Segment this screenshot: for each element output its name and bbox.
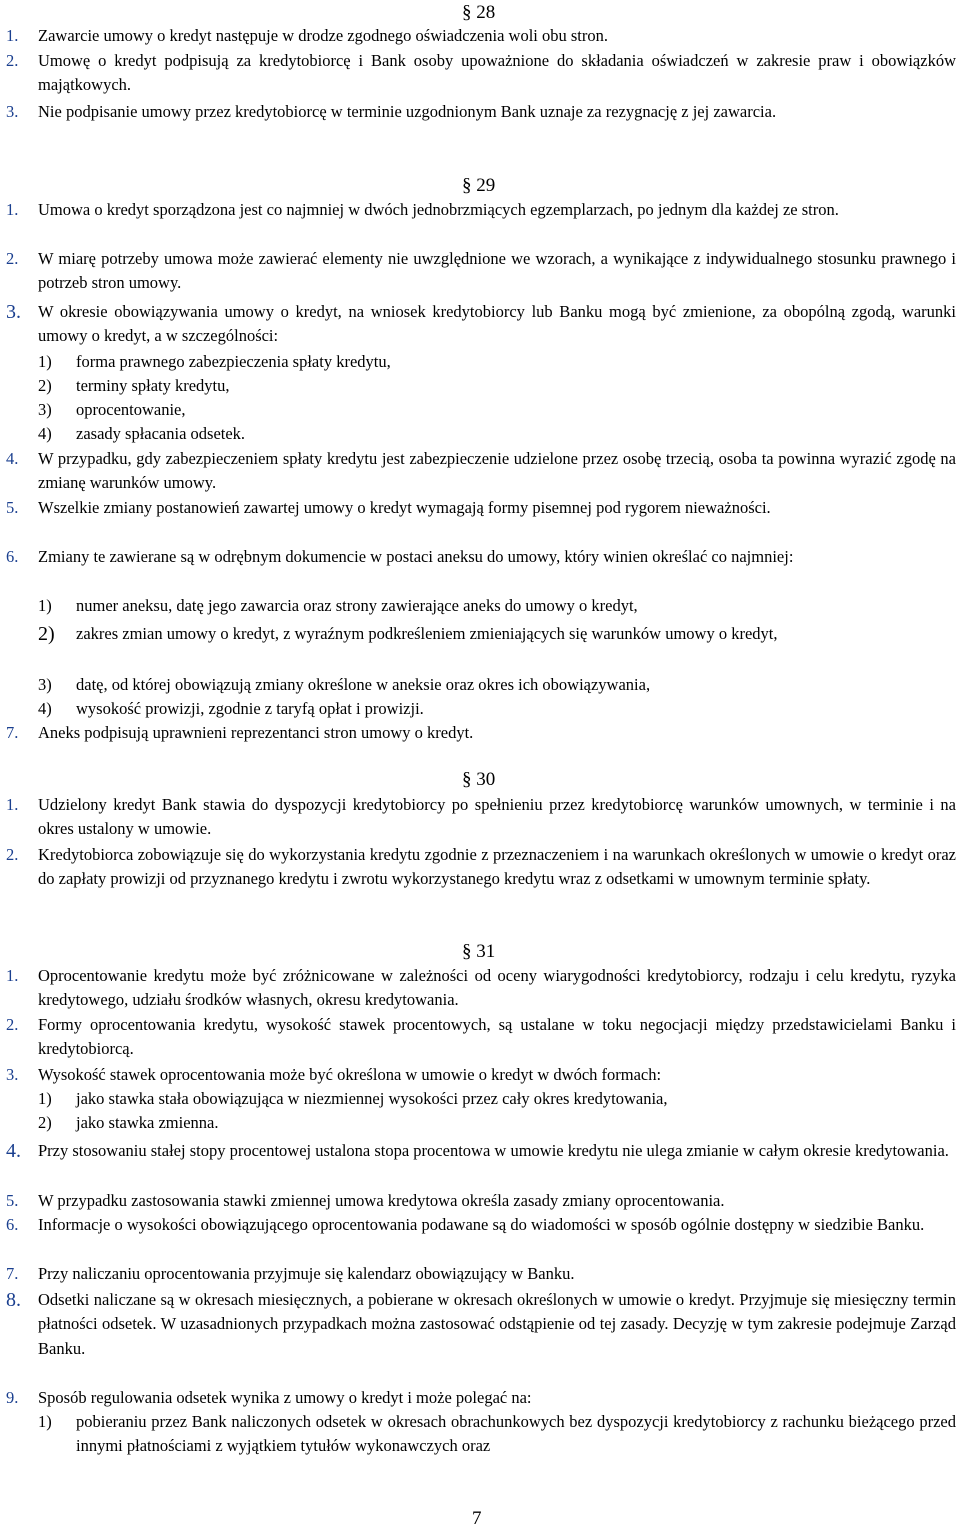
paragraph-number: 3. [6, 102, 19, 121]
item-text: pobieraniu przez Bank naliczonych odsetek w okresach obrachunkowych bez dyspozycji kredytobiorcy z rachunku bieżącego przed innymi płatnościami z wyjątkiem tytułów wykonawczych oraz [76, 1412, 956, 1456]
paragraph-text: W przypadku zastosowania stawki zmiennej umowa kredytowa określa zasady zmiany oprocentowania. [38, 1191, 725, 1210]
s29-p6-item-1 [38, 594, 956, 618]
s31-paragraph-9 [6, 1386, 956, 1410]
section-30-title: § 30 [462, 769, 496, 790]
s31-paragraph-1 [6, 964, 956, 1013]
s29-paragraph-6 [6, 545, 956, 569]
item-number: 2) [38, 623, 55, 645]
paragraph-text: Odsetki naliczane są w okresach miesięcznych, a pobierane w okresach określonych w umowie o kredyt. Przyjmuje się miesięczny termin płatności odsetek. W uzasadnionych przypadkach można zastosować odstąpienie od tej zasady. Decyzję w tym zakresie podejmuje Zarząd Banku. [38, 1290, 956, 1358]
item-number: 4) [38, 699, 52, 718]
item-number: 2) [38, 1113, 52, 1132]
paragraph-text: Informacje o wysokości obowiązującego oprocentowania podawane są do wiadomości w sposób ogólnie dostępny w siedzibie Banku. [38, 1215, 925, 1234]
item-number: 2) [38, 376, 52, 395]
paragraph-number: 1. [6, 26, 19, 45]
paragraph-text: W okresie obowiązywania umowy o kredyt, na wniosek kredytobiorcy lub Banku mogą być zmienione, za obopólną zgodą, warunki umowy o kredyt, a w szczególności: [38, 302, 956, 346]
s31-paragraph-6 [6, 1213, 956, 1237]
paragraph-text: Wysokość stawek oprocentowania może być określona w umowie o kredyt w dwóch formach: [38, 1065, 662, 1084]
paragraph-text: Sposób regulowania odsetek wynika z umowy o kredyt i może polegać na: [38, 1388, 532, 1407]
paragraph-text: Umowa o kredyt sporządzona jest co najmniej w dwóch jednobrzmiących egzemplarzach, po jednym dla każdej ze stron. [38, 200, 839, 219]
s29-paragraph-7 [6, 721, 956, 745]
paragraph-text: Zmiany te zawierane są w odrębnym dokumencie w postaci aneksu do umowy, który winien określać co najmniej: [38, 547, 794, 566]
paragraph-number: 2. [6, 1015, 19, 1034]
paragraph-text: Formy oprocentowania kredytu, wysokość stawek procentowych, są ustalane w toku negocjacji między przedstawicielami Banku i kredytobiorcą. [38, 1015, 956, 1059]
paragraph-text: Wszelkie zmiany postanowień zawartej umowy o kredyt wymagają formy pisemnej pod rygorem nieważności. [38, 498, 771, 517]
s29-p6-item-2 [38, 622, 946, 646]
s29-p3-item-1 [38, 350, 956, 374]
paragraph-text: Przy naliczaniu oprocentowania przyjmuje się kalendarz obowiązujący w Banku. [38, 1264, 575, 1283]
paragraph-number: 3. [6, 301, 21, 323]
paragraph-number: 1. [6, 200, 19, 219]
s31-p3-item-2 [38, 1111, 956, 1135]
item-number: 1) [38, 1412, 52, 1431]
paragraph-text: Umowę o kredyt podpisują za kredytobiorcę i Bank osoby upoważnione do składania oświadczeń w zakresie praw i obowiązków majątkowych. [38, 51, 956, 95]
s29-paragraph-5 [6, 496, 956, 520]
s29-paragraph-1 [6, 198, 956, 222]
paragraph-text: Nie podpisanie umowy przez kredytobiorcę w terminie uzgodnionym Bank uznaje za rezygnację z jej zawarcia. [38, 102, 777, 121]
s31-paragraph-4 [6, 1139, 956, 1163]
s29-p6-item-3 [38, 673, 956, 697]
item-text: wysokość prowizji, zgodnie z taryfą opłat i prowizji. [76, 699, 424, 718]
paragraph-text: Udzielony kredyt Bank stawia do dyspozycji kredytobiorcy po spełnieniu przez kredytobiorcę warunków umownych, w terminie i na okres ustalony w umowie. [38, 795, 956, 839]
s30-paragraph-1 [6, 793, 956, 842]
item-text: jako stawka zmienna. [76, 1113, 219, 1132]
paragraph-text: W przypadku, gdy zabezpieczeniem spłaty kredytu jest zabezpieczenie udzielone przez osobę trzecią, osoba ta powinna wyrazić zgodę na zmianę warunków umowy. [38, 449, 956, 493]
paragraph-text: Aneks podpisują uprawnieni reprezentanci stron umowy o kredyt. [38, 723, 474, 742]
s29-p3-item-4 [38, 422, 956, 446]
section-28-title: § 28 [462, 2, 496, 23]
item-number: 1) [38, 352, 52, 371]
s31-p9-item-1 [38, 1410, 956, 1459]
item-text: forma prawnego zabezpieczenia spłaty kredytu, [76, 352, 391, 371]
item-number: 1) [38, 596, 52, 615]
item-number: 3) [38, 400, 52, 419]
section-31-title: § 31 [462, 941, 496, 962]
s28-paragraph-3 [6, 100, 956, 124]
page-number: 7 [472, 1508, 482, 1529]
paragraph-number: 4. [6, 449, 19, 468]
paragraph-number: 2. [6, 845, 19, 864]
item-number: 4) [38, 424, 52, 443]
paragraph-number: 5. [6, 498, 19, 517]
paragraph-number: 4. [6, 1140, 21, 1162]
paragraph-number: 1. [6, 966, 19, 985]
item-text: zasady spłacania odsetek. [76, 424, 246, 443]
s29-p3-item-3 [38, 398, 956, 422]
s29-paragraph-3 [6, 300, 956, 349]
s29-paragraph-4 [6, 447, 956, 496]
s29-p3-item-2 [38, 374, 956, 398]
s31-paragraph-3 [6, 1063, 956, 1087]
s30-paragraph-2 [6, 843, 956, 892]
section-29-title: § 29 [462, 175, 496, 196]
paragraph-text: Kredytobiorca zobowiązuje się do wykorzystania kredytu zgodnie z przeznaczeniem i na warunkach określonych w umowie o kredyt oraz do zapłaty prowizji od przyznanego kredytu i zwrotu wykorzystanego kredytu wraz z odsetkami w umownym terminie spłaty. [38, 845, 956, 889]
paragraph-number: 2. [6, 249, 19, 268]
paragraph-number: 8. [6, 1289, 21, 1311]
item-number: 3) [38, 675, 52, 694]
s29-paragraph-2 [6, 247, 956, 296]
s28-paragraph-2 [6, 49, 956, 98]
item-text: zakres zmian umowy o kredyt, z wyraźnym podkreśleniem zmieniających się warunków umowy o kredyt, [76, 624, 778, 643]
paragraph-text: Oprocentowanie kredytu może być zróżnicowane w zależności od oceny wiarygodności kredytobiorcy, rodzaju i celu kredytu, ryzyka kredytowego, udziału środków własnych, okresu kredytowania. [38, 966, 956, 1010]
paragraph-number: 6. [6, 547, 19, 566]
paragraph-number: 5. [6, 1191, 19, 1210]
item-text: numer aneksu, datę jego zawarcia oraz strony zawierające aneks do umowy o kredyt, [76, 596, 638, 615]
s28-paragraph-1 [6, 24, 956, 48]
item-text: datę, od której obowiązują zmiany określone w aneksie oraz okres ich obowiązywania, [76, 675, 651, 694]
item-number: 1) [38, 1089, 52, 1108]
item-text: oprocentowanie, [76, 400, 186, 419]
paragraph-text: W miarę potrzeby umowa może zawierać elementy nie uwzględnione we wzorach, a wynikające z indywidualnego stosunku prawnego i potrzeb stron umowy. [38, 249, 956, 293]
paragraph-number: 3. [6, 1065, 19, 1084]
paragraph-number: 1. [6, 795, 19, 814]
s31-paragraph-5 [6, 1189, 956, 1213]
s29-p6-item-4 [38, 697, 956, 721]
paragraph-text: Przy stosowaniu stałej stopy procentowej ustalona stopa procentowa w umowie kredytu nie ulega zmianie w całym okresie kredytowania. [38, 1141, 949, 1160]
paragraph-text: Zawarcie umowy o kredyt następuje w drodze zgodnego oświadczenia woli obu stron. [38, 26, 608, 45]
s31-p3-item-1 [38, 1087, 956, 1111]
paragraph-number: 2. [6, 51, 19, 70]
paragraph-number: 9. [6, 1388, 19, 1407]
item-text: jako stawka stała obowiązująca w niezmiennej wysokości przez cały okres kredytowania, [76, 1089, 668, 1108]
s31-paragraph-7 [6, 1262, 956, 1286]
paragraph-number: 6. [6, 1215, 19, 1234]
paragraph-number: 7. [6, 723, 19, 742]
s31-paragraph-2 [6, 1013, 956, 1062]
paragraph-number: 7. [6, 1264, 19, 1283]
item-text: terminy spłaty kredytu, [76, 376, 230, 395]
s31-paragraph-8 [6, 1288, 956, 1361]
